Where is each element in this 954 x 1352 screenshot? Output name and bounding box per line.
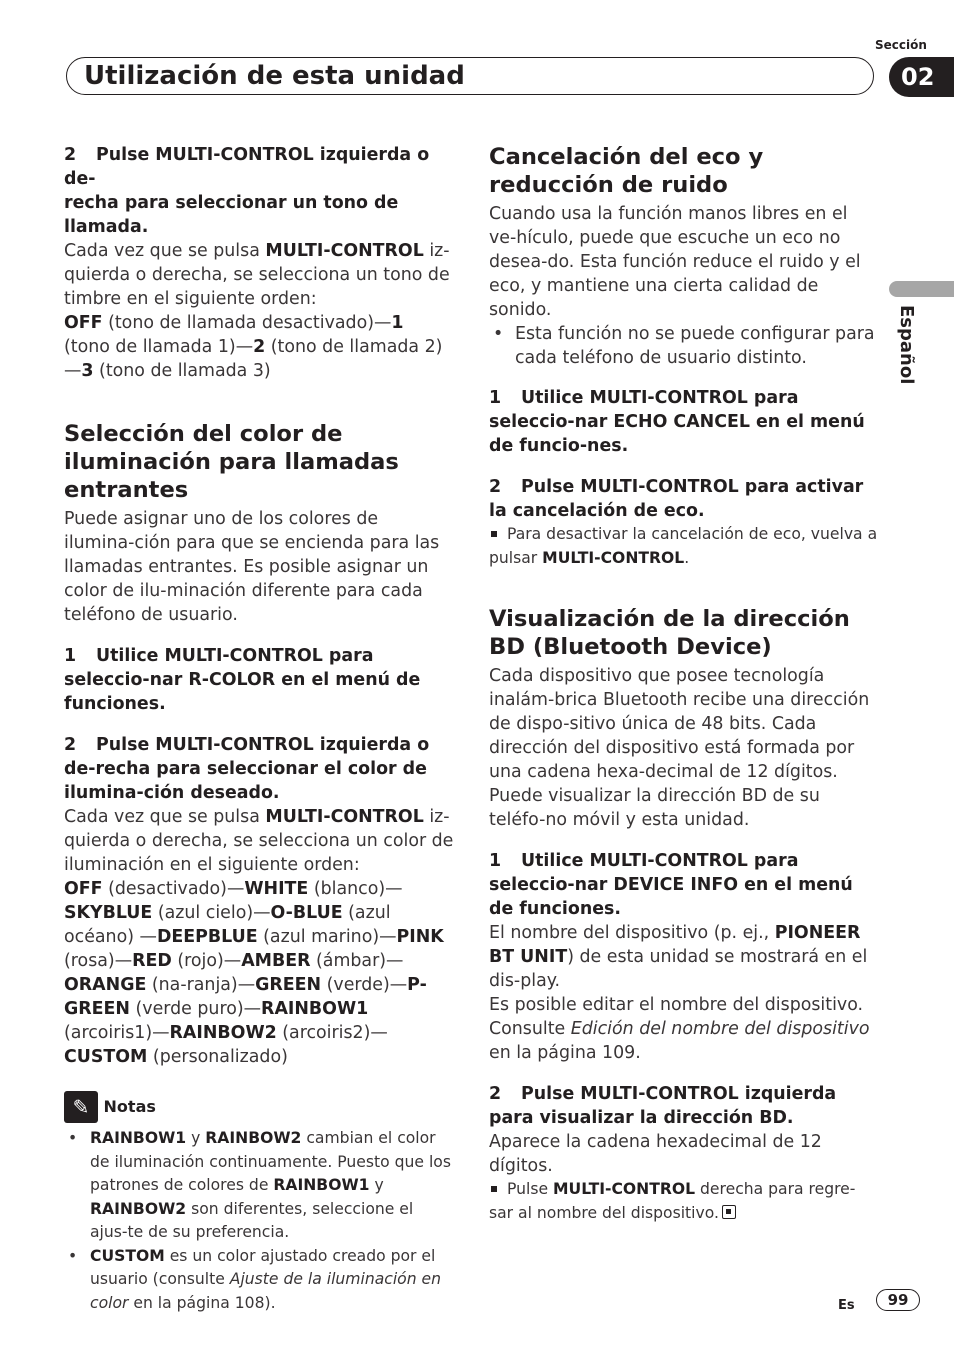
bd-step1: 1 Utilice MULTI-CONTROL para seleccio-nar DEVICE INFO en el menú de funciones. xyxy=(489,851,853,919)
section-number-badge: 02 xyxy=(889,57,954,97)
section-heading: Selección del color de iluminación para llamadas entrantes xyxy=(64,421,399,503)
note-item: • RAINBOW1 y RAINBOW2 cambian el color de iluminación continuamente. Puesto que los patrones de colores de RAINBOW1 y RAINBOW2 son diferentes, seleccione el ajus-te de su preferencia. xyxy=(64,1127,454,1245)
page-title: Utilización de esta unidad xyxy=(84,61,465,91)
echo-step2: 2 Pulse MULTI-CONTROL para activar la cancelación de eco. xyxy=(489,477,864,521)
echo-section xyxy=(489,143,879,570)
color-step2: 2 Pulse MULTI-CONTROL izquierda o de-recha para seleccionar el color de ilumina-ción deseado. xyxy=(64,735,430,803)
language-tab-label: Español xyxy=(896,305,917,385)
notes-block xyxy=(64,1091,454,1315)
ring-tone-sequence: OFF (tono de llamada desactivado)—1 (tono de llamada 1)—2 (tono de llamada 2)—3 (tono de llamada 3) xyxy=(64,313,443,381)
bd-note: Pulse MULTI-CONTROL derecha para regre-sar al nombre del dispositivo. xyxy=(489,1180,856,1222)
section-label: Sección xyxy=(875,38,927,52)
step-text: Pulse MULTI-CONTROL izquierda o de- xyxy=(64,145,430,189)
bd-paragraph: Aparece la cadena hexadecimal de 12 dígitos. xyxy=(489,1132,822,1176)
bd-section xyxy=(489,605,879,1225)
bd-paragraph: El nombre del dispositivo (p. ej., PIONEER BT UNIT) de esta unidad se mostrará en el dis-play. xyxy=(489,923,868,991)
bd-step2: 2 Pulse MULTI-CONTROL izquierda para visualizar la dirección BD. xyxy=(489,1084,837,1128)
language-tab-marker xyxy=(889,281,954,297)
page-number: 99 xyxy=(876,1289,920,1311)
pencil-note-icon: ✎ xyxy=(64,1091,98,1123)
step-text-cont: recha para seleccionar un tono de llamada. xyxy=(64,193,399,237)
color-step1: 1 Utilice MULTI-CONTROL para seleccio-nar R-COLOR en el menú de funciones. xyxy=(64,646,421,714)
bd-intro: Cada dispositivo que posee tecnología inalám-brica Bluetooth recibe una dirección de dispo-sitivo única de 48 bits. Cada dirección del dispositivo está formada por una cadena hexa-decimal de 12 dígitos. xyxy=(489,666,870,782)
echo-step1: 1 Utilice MULTI-CONTROL para seleccio-nar ECHO CANCEL en el menú de funcio-nes. xyxy=(489,388,865,456)
note-item: • CUSTOM es un color ajustado creado por el usuario (consulte Ajuste de la iluminación en color en la página 108). xyxy=(64,1245,454,1316)
bd-paragraph: Consulte Edición del nombre del dispositivo en la página 109. xyxy=(489,1019,870,1063)
color-intro: Puede asignar uno de los colores de ilumina-ción para que se encienda para las llamadas entrantes. Es posible asignar un color de ilu-minación diferente para cada teléfono de usuario. xyxy=(64,509,440,625)
ring-tone-paragraph: Cada vez que se pulsa MULTI-CONTROL iz-quierda o derecha, se selecciona un tono de timbre en el siguiente orden: xyxy=(64,241,450,309)
section-heading: Cancelación del eco y reducción de ruido xyxy=(489,144,764,198)
bd-intro2: Puede visualizar la dirección BD de su teléfo-no móvil y esta unidad. xyxy=(489,786,820,830)
square-bullet-icon xyxy=(491,1186,497,1192)
bd-paragraph: Es posible editar el nombre del dispositivo. xyxy=(489,995,864,1015)
echo-intro: Cuando usa la función manos libres en el ve-hículo, puede que escuche un eco no desea-do. Esta función reduce el ruido y el eco, y mantiene una cierta calidad de sonido. xyxy=(489,204,861,320)
right-column xyxy=(489,143,879,1225)
color-section xyxy=(64,420,454,1069)
notes-heading: Notas xyxy=(103,1097,156,1116)
echo-bullet: • Esta función no se puede configurar para cada teléfono de usuario distinto. xyxy=(489,322,879,370)
color-paragraph: Cada vez que se pulsa MULTI-CONTROL iz-quierda o derecha, se selecciona un color de iluminación en el siguiente orden: xyxy=(64,807,454,875)
step-number: 2 xyxy=(64,145,77,165)
square-bullet-icon xyxy=(491,531,497,537)
echo-note: Para desactivar la cancelación de eco, vuelva a pulsar MULTI-CONTROL. xyxy=(489,525,878,567)
footer-language: Es xyxy=(838,1298,855,1313)
color-sequence: OFF (desactivado)—WHITE (blanco)—SKYBLUE (azul cielo)—O-BLUE (azul océano) —DEEPBLUE (azul marino)—PINK (rosa)—RED (rojo)—AMBER (ámbar)—ORANGE (na-ranja)—GREEN (verde)—P-GREEN (verde puro)—RAINBOW1 (arcoiris1)—RAINBOW2 (arcoiris2)—CUSTOM (personalizado) xyxy=(64,879,444,1067)
left-column xyxy=(64,143,454,1315)
ring-tone-step2 xyxy=(64,143,454,383)
end-of-section-icon xyxy=(722,1205,736,1219)
section-heading: Visualización de la dirección BD (Bluetooth Device) xyxy=(489,606,850,660)
